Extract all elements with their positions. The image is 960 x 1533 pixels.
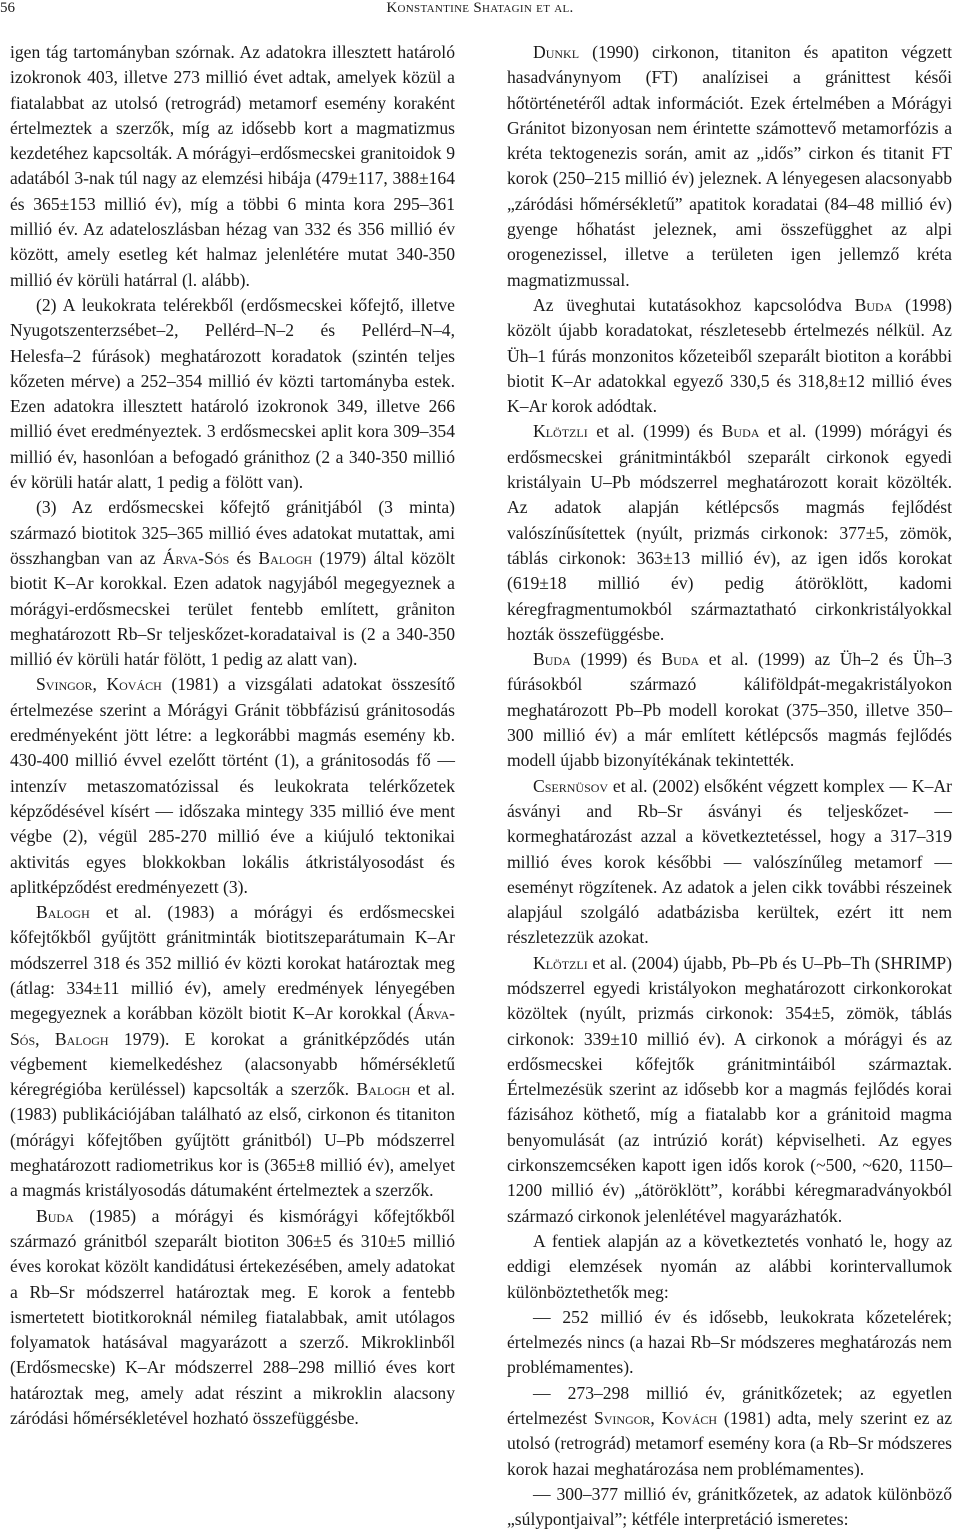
- text-run: (1981) a vizsgálati adatokat összesítő értelmezése szerint a Mórágyi Gránit többfázisú gránitosodás eredményeként jött létre: a legkorábbi magmás esemény kb. 430-400 millió évvel ezelőtt történt (1), a gránitosodás fő — intenzív metaszomatózissal és leukokrata telérkőzetek képződésével kísért — időszaka mintegy 335 millió éve ment végbe (2), végül 285-270 millió éve a kiújuló tektonikai aktivitás egyes blokkokban lokális átkristályosodást és aplitképződést eredményezett (3).: [10, 674, 455, 897]
- text-run: et al. (1999) az Üh–2 és Üh–3 fúrásokból származó káliföldpát-megakristályokon meghatározott Pb–Pb modell korokat (375–350, illetve 350–300 millió év) a már említett kétlépcsős magmás fejlődés modell újabb bizonyítékának tekintették.: [507, 649, 952, 771]
- paragraph: [507, 1305, 952, 1381]
- text-run: — 252 millió év és idősebb, leukokrata kőzetelérek; értelmezés nincs (a hazai Rb–Sr módszeres meghatározás nem problémamentes).: [507, 1306, 952, 1378]
- author-name: Buda: [533, 649, 571, 670]
- text-run: — 273–298 millió év, gránitkőzetek; az egyetlen értelmezést: [507, 1382, 952, 1429]
- page-header: [0, 0, 960, 30]
- text-run: (1990) cirkonon, titaniton és apatiton végzett hasadványnyom (FT) analízisei a gránittest késői hőtörténetéről adtak információt. Ezek értelmében a Mórágyi Gránitot bizonyosan nem érintette számottevő metamorfózis a kréta tektogenezis során, amit az „idős” cirkon és titanit FT korok (250–215 millió év) jeleznek. A lényegesen alacsonyabb „záródási hőmérsékletű” apatitok koradatai (84–48 millió év) gyenge hőhatást jeleznek, ami összefügghet az alpi orogenezissel, illetve a területen igen jellemző kréta magmatizmussal.: [507, 42, 952, 290]
- paragraph: [507, 1229, 952, 1305]
- author-name: Balogh: [36, 902, 90, 923]
- text-run: ,: [650, 1408, 662, 1429]
- author-name: Balogh: [54, 1028, 109, 1049]
- running-head: Konstantine Shatagin et al.: [386, 0, 574, 16]
- author-name: Dunkl: [533, 42, 580, 62]
- author-name: Svingor: [36, 674, 93, 695]
- author-name: Árva-Sós: [10, 1003, 455, 1049]
- text-run: (1985) a mórágyi és kismórágyi kőfejtőkből származó gránitból szeparált biotiton 306±5 és 310±5 millió éves korokat közölt kandidátusi értekezésében, amely adatokat a Rb–Sr módszerrel határoztak meg. E korok a fentebb ismertetett biotitkoroknál némileg fiatalabbak, amit utólagos folyamatok hatásával magyarázott a szerző. Mikroklinből (Erdősmecske) K–Ar módszerrel 288–298 millió éves kort határoztak meg, amely adat részint a mikroklin alacsony záródási hőmérsékletével hozható összefüggésbe.: [10, 1205, 455, 1429]
- paragraph: [507, 419, 952, 647]
- text-run: — 300–377 millió év, gránitkőzetek, az adatok különböző „súlypontjaival”; kétféle interpretáció ismeretes:: [507, 1483, 952, 1530]
- text-run: et al. (2004) újabb, Pb–Pb és U–Pb–Th (SHRIMP) módszerrel egyedi kristályokon meghatározott cirkonkorokat közöltek (nyúlt, prizmás cirkonok: 354±5, zömök, táblás cirkonok: 339±10 millió év). A cirkonok a mórágyi és az erdősmecskei kőfejtők gránitmintáiból származtak. Értelmezésük szerint az idősebb kor a magmás fejlődés korai fázisához köthető, míg a fiatalabb kor a gránitoid magma benyomulását (az intrúzió korát) képviselheti. Az egyes cirkonszemcséken kapott igen idős korok (~500, ~620, 1150–1200 millió év) „átöröklött”, korábbi kéregmaradványokból származó cirkonok jelenlétével magyarázhatók.: [507, 952, 952, 1226]
- text-run: 1979). E korokat a gránitképződés után végbement kiemelkedéshez (alacsonyabb hőmérsékletű kéregrégióba kerüléssel) kapcsolták a szerzők.: [10, 1028, 455, 1100]
- text-run: A fentiek alapján az a következtetés vonható le, hogy az eddigi elemzések nyomán az alábbi korintervallumok különböztethetők meg:: [507, 1230, 952, 1302]
- text-run: (1979) által közölt biotit K–Ar korokkal. Ezen adatok nagyjából megegyeznek a mórágyi-erdősmecskei terület fentebb említett, gråniton meghatározott Rb–Sr teljeskőzet-koradataival is (2 a 340-350 millió év körüli határ fölött, 1 pedig az alatt van).: [10, 547, 456, 670]
- paragraph: [10, 1204, 455, 1432]
- text-run: et al. (1999) és: [587, 421, 722, 442]
- author-name: Buda: [854, 294, 893, 315]
- text-run: et al. (1983) a mórágyi és erdősmecskei kőfejtőkből gyűjtött gránitminták biotitszeparátumain K–Ar módszerrel 318 és 352 millió év közti korokat határoztak meg (átlag: 334±11 millió év), amely eredmények lényegében megegyeznek a korábban közölt biotit K–Ar korokkal (: [10, 902, 455, 1024]
- author-name: Klötzli: [533, 952, 588, 973]
- text-run: et al. (1983) publikációjában található az első, cirkonon és titaniton (mórágyi kőfejtőben gyűjtött gránitból) U–Pb módszerrel meghatározott radiometrikus kor is (365±8 millió év), amelyet a magmás kristályosodás dátumaként értelmeztek a szerzők.: [10, 1079, 456, 1201]
- author-name: Buda: [721, 421, 760, 442]
- paragraph: [10, 40, 455, 293]
- text-run: et al. (2002) elsőként végzett komplex — K–Ar ásványi and Rb–Sr ásványi és teljeskőzet- — kormeghatározást azzal a következtetéssel, hogy a 317–319 millió éves korok későbbi — valószínűleg metamorf — eseményt rögzítenek. Az adatok a jelen cikk további részeinek alapjául szolgáló adatbázisba kerültek, ezért itt nem részletezzük azokat.: [507, 775, 952, 948]
- paragraph: [10, 900, 455, 1204]
- author-name: Kovách: [106, 674, 162, 695]
- text-run: (2) A leukokrata telérekből (erdősmecskei kőfejtő, illetve Nyugotszenterzsébet–2, Pellérd–N–2 és Pellérd–N–4, Helesfa–2 fúrások) meghatározott koradatok (szintén teljes kőzeten mérve) a 252–354 millió év közti tartományba estek. Ezen adatokra illesztett határoló izokronok 349, illetve 266 millió évet eredményeztek. 3 erdősmecskei aplit kora 309–354 millió év, hasonlóan a befogadó gránithoz (2 a 340-350 millió év körüli határ alatt, 1 pedig a fölött van).: [10, 294, 455, 493]
- text-run: (3) Az erdősmecskei kőfejtő gránitjából (3 minta) származó biotitok 325–365 millió éves adatokat mutattak, ami összhangban van az: [10, 497, 455, 568]
- text-run: és: [229, 547, 259, 568]
- text-run: ,: [92, 674, 107, 695]
- paragraph: [507, 774, 952, 951]
- author-name: Svingor: [593, 1408, 651, 1429]
- paragraph: [507, 293, 952, 419]
- author-name: Csernüsov: [533, 775, 609, 796]
- author-name: Buda: [36, 1205, 74, 1226]
- author-name: Klötzli: [533, 421, 588, 442]
- text-run: et al. (1999) mórágyi és erdősmecskei gránitmintákból szeparált cirkonok egyedi kristályain U–Pb módszerrel meghatározott korait közölték. Az adatok alapján kétlépcsős magmás fejlődést valószínűsítettek (nyúlt, prizmás cirkonok: 377±5, zömök, táblás cirkonok: 363±13 millió év), az igen idős korokat (619±18 millió év) pedig átöröklött, kadomi kéregfragmentumokból származtatható cirkonkristályokkal hozták összefüggésbe.: [507, 421, 952, 644]
- paragraph: [507, 1482, 952, 1533]
- paragraph: [10, 672, 455, 900]
- text-run: (1998) közölt újabb koradatokat, részletesebb értelmezés nélkül. Az Üh–1 fúrás monzonitos kőzeteiből szeparált biotiton a korábbi biotit K–Ar adatokkal egyező 330,5 és 318,8±12 millió éves K–Ar korok adódtak.: [507, 294, 953, 417]
- text-run: Az üveghutai kutatásokhoz kapcsolódva: [533, 294, 855, 315]
- text-run: igen tág tartományban szórnak. Az adatokra illesztett határoló izokronok 403, illetve 273 millió évet adtak, amelyek közül a fiatalabbat az utolsó (retrográd) metamorf esemény koraként értelmeztek a szerzők, míg az idősebb kort a magmatizmus kezdetéhez kapcsolták. A mórágyi–erdősmecskei granitoidok 9 adatából 3-nak túl nagy az elemzési hibája (479±117, 388±164 és 365±153 millió év), míg a többi 6 minta kora 295–361 millió év. Az adateloszlásban hézag van 332 és 356 millió év között, amely esetleg két halmaz jelenlétére mutat 340-350 millió év körüli határral (l. alább).: [10, 42, 455, 290]
- left-text-column: [10, 40, 455, 1431]
- paragraph: [507, 951, 952, 1229]
- paragraph: [507, 647, 952, 773]
- text-run: ,: [35, 1028, 55, 1049]
- paragraph: [507, 40, 952, 293]
- paragraph: [10, 293, 455, 495]
- author-name: Árva-Sós: [162, 547, 230, 568]
- author-name: Buda: [661, 649, 700, 670]
- author-name: Balogh: [356, 1079, 411, 1100]
- text-run: (1981) adta, mely szerint ez az utolsó (retrográd) metamorf esemény kora (a Rb–Sr módszeres korok hazai meghatározása nem problémamentes).: [507, 1408, 953, 1479]
- author-name: Balogh: [258, 547, 313, 568]
- page-number: 56: [0, 0, 15, 16]
- paragraph: [10, 495, 455, 672]
- right-text-column: [507, 40, 952, 1533]
- author-name: Kovách: [661, 1408, 718, 1429]
- paragraph: [507, 1381, 952, 1482]
- text-run: (1999) és: [570, 649, 662, 670]
